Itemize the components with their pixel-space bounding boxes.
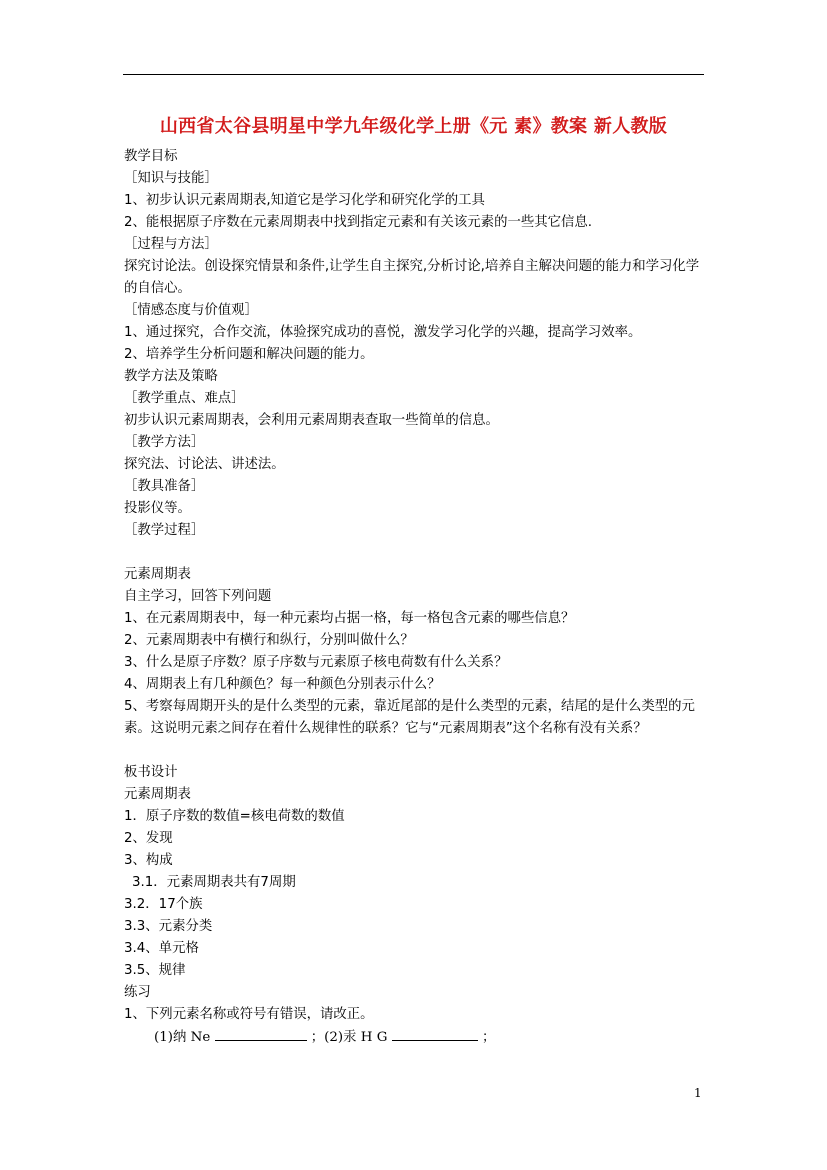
document-body [124, 146, 714, 1048]
header-rule [123, 74, 704, 75]
paragraph-line: 2、培养学生分析问题和解决问题的能力。 [124, 347, 374, 362]
answer-blank[interactable] [392, 1026, 478, 1041]
exercise-answer-line [124, 1026, 714, 1048]
exercise-item: 1、下列元素名称或符号有错误，请改正。 [124, 1007, 374, 1022]
subsection-heading: ［教学重点、难点］ [124, 391, 245, 406]
paragraph-line: 1、通过探究，合作交流，体验探究成功的喜悦，激发学习化学的兴趣，提高学习效率。 [124, 325, 642, 340]
paragraph-line: 自主学习，回答下列问题 [124, 589, 272, 604]
paragraph-line: 探究法、讨论法、讲述法。 [124, 457, 285, 472]
paragraph-line: 2、能根据原子序数在元素周期表中找到指定元素和有关该元素的一些其它信息. [124, 215, 593, 230]
page-number: 1 [694, 1086, 702, 1100]
outline-subitem: 3.1．元素周期表共有7周期 [132, 875, 296, 890]
paragraph-line: 1、初步认识元素周期表,知道它是学习化学和研究化学的工具 [124, 193, 485, 208]
subsection-heading: ［过程与方法］ [124, 237, 218, 252]
answer-blank[interactable] [215, 1026, 307, 1041]
exercise-part-2: ；(2)汞 H G [310, 1030, 388, 1045]
question-item: 2、元素周期表中有横行和纵行，分别叫做什么？ [124, 633, 414, 648]
subsection-heading: ［教学方法］ [124, 435, 205, 450]
question-item: 4、周期表上有几种颜色？每一种颜色分别表示什么？ [124, 677, 441, 692]
outline-subitem: 3.2．17个族 [124, 897, 203, 912]
question-item: 3、什么是原子序数？原子序数与元素原子核电荷数有什么关系？ [124, 655, 508, 670]
paragraph-line: 元素周期表 [124, 787, 191, 802]
outline-item: 1．原子序数的数值=核电荷数的数值 [124, 809, 345, 824]
question-item: 1、在元素周期表中，每一种元素均占据一格，每一格包含元素的哪些信息？ [124, 611, 575, 626]
outline-subitem: 3.3、元素分类 [124, 919, 213, 934]
subsection-heading: ［教学过程］ [124, 523, 205, 538]
outline-subitem: 3.5、规律 [124, 963, 186, 978]
section-heading: 练习 [124, 985, 151, 1000]
question-item: 5、考察每周期开头的是什么类型的元素，靠近尾部的是什么类型的元素，结尾的是什么类型的元素。这说明元素之间存在着什么规律性的联系？它与“元素周期表”这个名称有没有关系？ [124, 699, 695, 736]
subsection-heading: ［知识与技能］ [124, 171, 218, 186]
outline-item: 3、构成 [124, 853, 173, 868]
section-heading: 教学目标 [124, 149, 178, 164]
blank-line [124, 542, 714, 564]
subsection-heading: ［情感态度与价值观］ [124, 303, 258, 318]
section-heading: 教学方法及策略 [124, 369, 218, 384]
exercise-end: ； [481, 1030, 496, 1045]
outline-item: 2、发现 [124, 831, 173, 846]
subsection-heading: ［教具准备］ [124, 479, 205, 494]
section-heading: 板书设计 [124, 765, 178, 780]
paragraph-line: 投影仪等。 [124, 501, 191, 516]
blank-line [124, 740, 714, 762]
paragraph-line: 初步认识元素周期表，会利用元素周期表查取一些简单的信息。 [124, 413, 499, 428]
outline-subitem: 3.4、单元格 [124, 941, 199, 956]
section-heading: 元素周期表 [124, 567, 191, 582]
document-title: 山西省太谷县明星中学九年级化学上册《元 素》教案 新人教版 [159, 116, 668, 137]
paragraph-line: 探究讨论法。创设探究情景和条件,让学生自主探究,分析讨论,培养自主解决问题的能力和学习化学的自信心。 [124, 259, 700, 296]
exercise-part-1: (1)纳 Ne [154, 1030, 211, 1045]
